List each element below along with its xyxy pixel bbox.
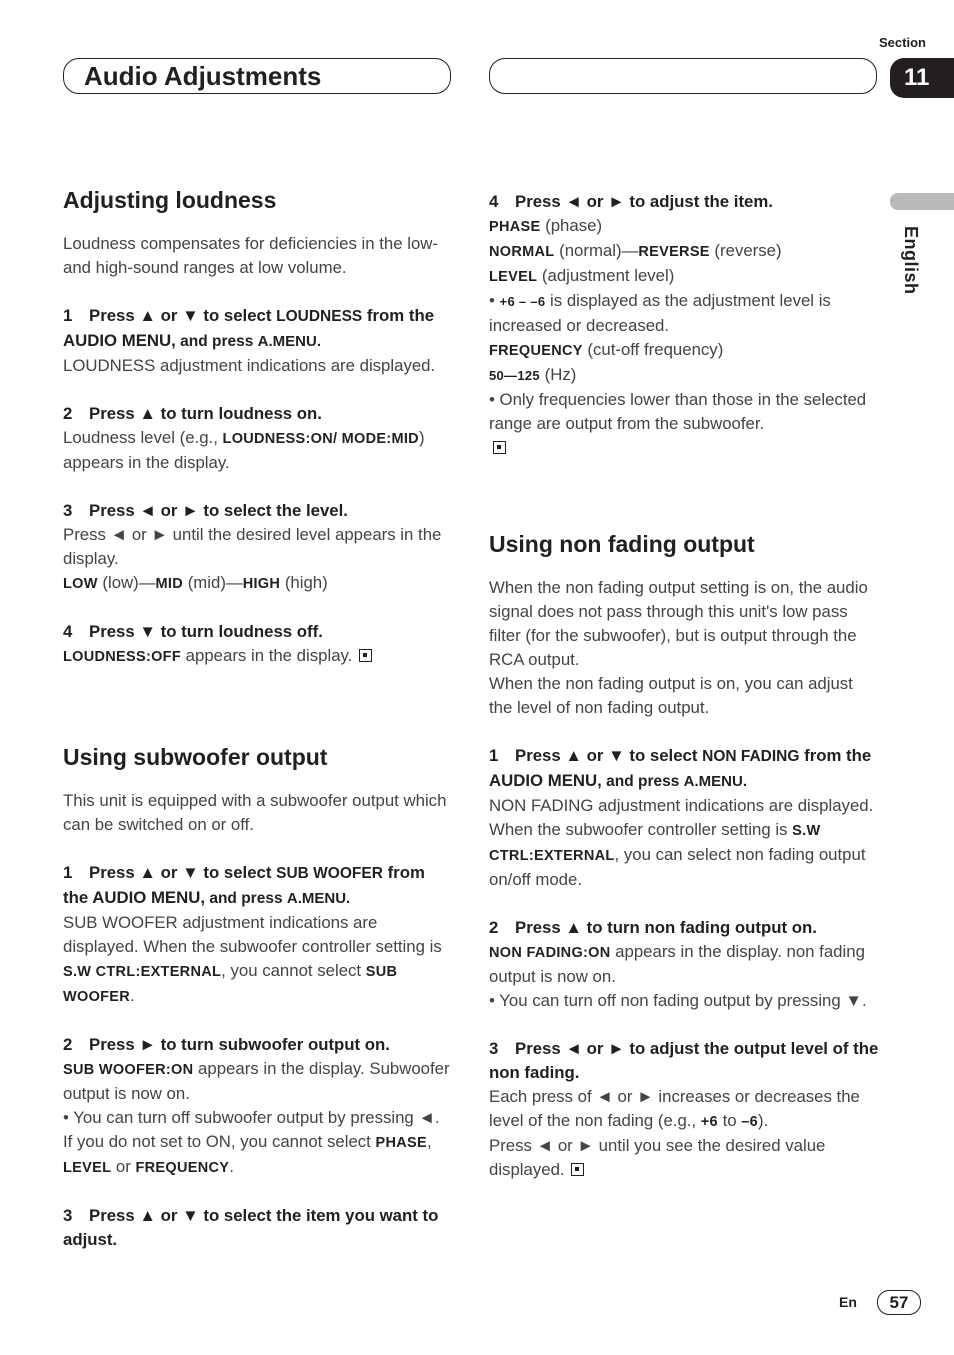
- page-title: Audio Adjustments: [84, 61, 322, 91]
- phase-item: PHASE (phase): [489, 216, 603, 235]
- section-label: Section: [879, 35, 926, 50]
- section-number: 11: [890, 58, 954, 98]
- loudness-intro: Loudness compensates for deficiencies in the low- and high-sound ranges at low volume.: [63, 234, 438, 277]
- loudness-step-3-body: Press ◄ or ► until the desired level appears in the display.: [63, 525, 442, 568]
- page-number: 57: [877, 1290, 921, 1315]
- nonfading-intro: When the non fading output setting is on, the audio signal does not pass through this unit's low pass filter (for the subwoofer), but is output through the RCA output.: [489, 578, 868, 669]
- loudness-step-2: 2 Press ▲ to turn loudness on.: [63, 404, 322, 423]
- loudness-step-4: 4 Press ▼ to turn loudness off.: [63, 622, 323, 641]
- nonfading-step-1: 1 Press ▲ or ▼ to select NON FADING from the AUDIO MENU, and press A.MENU.: [489, 746, 872, 790]
- subwoofer-step-2-body: SUB WOOFER:ON appears in the display. Subwoofer output is now on.: [63, 1059, 450, 1103]
- footer-language: En: [839, 1294, 857, 1310]
- loudness-step-1: 1 Press ▲ or ▼ to select LOUDNESS from the AUDIO MENU, and press A.MENU.: [63, 306, 435, 350]
- nonfading-intro-2: When the non fading output is on, you can adjust the level of non fading output.: [489, 674, 853, 717]
- phase-values: NORMAL (normal)—REVERSE (reverse): [489, 241, 782, 260]
- loudness-step-4-body: LOUDNESS:OFF appears in the display.: [63, 644, 453, 669]
- subwoofer-step-4: 4 Press ◄ or ► to adjust the item.: [489, 192, 773, 211]
- end-mark-icon: [359, 649, 372, 662]
- nonfading-step-3: 3 Press ◄ or ► to adjust the output level of the non fading.: [489, 1039, 879, 1082]
- loudness-levels: LOW (low)—MID (mid)—HIGH (high): [63, 573, 328, 592]
- loudness-step-2-body: Loudness level (e.g., LOUDNESS:ON/ MODE:MID) appears in the display.: [63, 428, 425, 472]
- subwoofer-intro: This unit is equipped with a subwoofer output which can be switched on or off.: [63, 791, 447, 834]
- nonfading-step-3-body: Each press of ◄ or ► increases or decreases the level of the non fading (e.g., +6 to –6).: [489, 1087, 860, 1130]
- nonfading-step-1-body: NON FADING adjustment indications are displayed. When the subwoofer controller setting is S.W CTRL:EXTERNAL, you can select non fading output on/off mode.: [489, 796, 874, 889]
- nonfading-step-2-body: NON FADING:ON appears in the display. non fading output is now on.: [489, 942, 865, 986]
- subwoofer-step-1-body: SUB WOOFER adjustment indications are displayed. When the subwoofer controller setting is S.W CTRL:EXTERNAL, you cannot select SUB WOOFER.: [63, 913, 442, 1005]
- frequency-item: FREQUENCY (cut-off frequency): [489, 340, 724, 359]
- nonfading-step-2-note: • You can turn off non fading output by pressing ▼.: [489, 991, 867, 1010]
- level-note: • +6 – –6 is displayed as the adjustment level is increased or decreased.: [489, 291, 831, 335]
- level-item: LEVEL (adjustment level): [489, 266, 675, 285]
- end-mark-icon: [493, 441, 506, 454]
- loudness-step-3: 3 Press ◄ or ► to select the level.: [63, 501, 348, 520]
- subwoofer-step-2: 2 Press ► to turn subwoofer output on.: [63, 1035, 390, 1054]
- subwoofer-step-1: 1 Press ▲ or ▼ to select SUB WOOFER from the AUDIO MENU, and press A.MENU.: [63, 863, 425, 907]
- end-mark-icon: [571, 1163, 584, 1176]
- language-tab: [890, 193, 954, 210]
- heading-using-subwoofer-output: Using subwoofer output: [63, 744, 328, 770]
- language-label: English: [901, 226, 921, 295]
- frequency-note: • Only frequencies lower than those in the selected range are output from the subwoofer.: [489, 388, 879, 460]
- subwoofer-step-3: 3 Press ▲ or ▼ to select the item you want to adjust.: [63, 1206, 439, 1249]
- frequency-values: 50—125 (Hz): [489, 365, 577, 384]
- right-column: [489, 190, 879, 1182]
- heading-adjusting-loudness: Adjusting loudness: [63, 187, 277, 213]
- nonfading-step-2: 2 Press ▲ to turn non fading output on.: [489, 918, 817, 937]
- heading-using-non-fading-output: Using non fading output: [489, 531, 755, 557]
- blank-header-frame: [489, 58, 877, 94]
- loudness-step-1-body: LOUDNESS adjustment indications are displayed.: [63, 356, 436, 375]
- subwoofer-step-2-note: • You can turn off subwoofer output by pressing ◄. If you do not set to ON, you cannot select PHASE, LEVEL or FREQUENCY.: [63, 1108, 440, 1176]
- left-column: [63, 186, 453, 1252]
- nonfading-step-3-body-2: Press ◄ or ► until you see the desired value displayed.: [489, 1136, 826, 1179]
